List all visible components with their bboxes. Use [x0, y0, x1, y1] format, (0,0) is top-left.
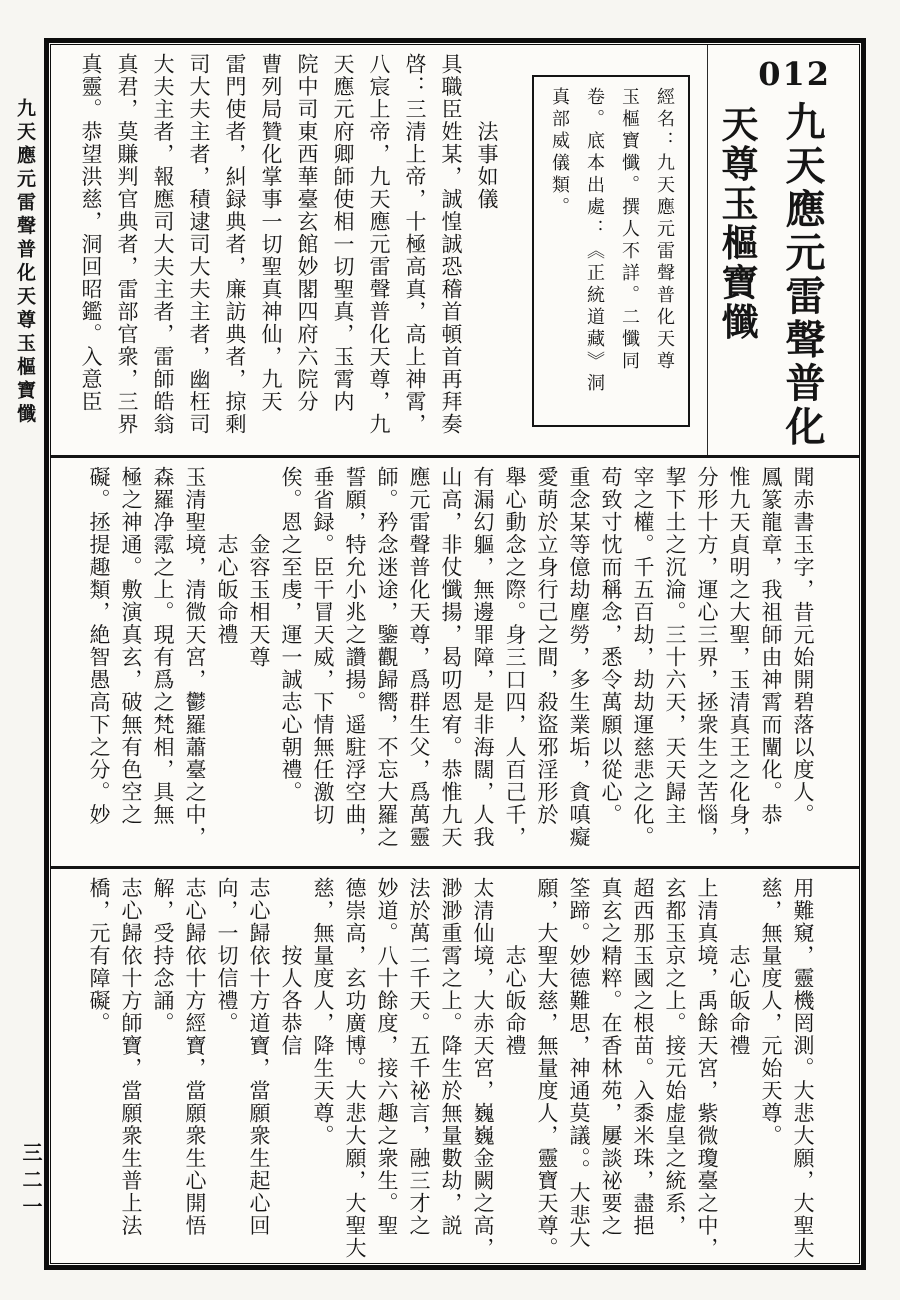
- text-column: 渺渺重霄之上。降生於無量數劫，説: [439, 876, 463, 1237]
- text-column: 苟致寸忱而稱念，悉令萬願以從心。: [599, 466, 623, 827]
- text-column: 分形十方，運心三界，拯衆生之苦惱，: [695, 466, 719, 849]
- text-column: 誓願，特允小兆之讚揚。遥駐浮空曲，: [343, 466, 367, 849]
- text-column: 金容玉相天尊: [247, 466, 271, 669]
- text-column: 志心歸依十方師寶，當願衆生普上法: [119, 876, 143, 1237]
- text-column: 有漏幻軀，無邊罪障，是非海闊，人我: [471, 466, 495, 849]
- text-column: 重念某等億劫塵勞，多生業垢，貪嗔癡: [567, 466, 591, 849]
- page-border-inner-rule: [50, 44, 860, 1264]
- text-column: 鳳篆龍章，我祖師由神霄而闡化。恭: [759, 466, 783, 827]
- text-column: 筌蹄。妙德難思，神通莫議。。大悲大: [567, 876, 591, 1249]
- text-column: 法事如儀: [475, 53, 499, 211]
- text-column: 太清仙境，大赤天宮，巍巍金闕之高，: [471, 876, 495, 1259]
- text-column: 玉清聖境，清微天宮，鬱羅蕭臺之中，: [183, 466, 207, 849]
- text-column: 應元雷聲普化天尊，爲群生父，爲萬靈: [407, 466, 431, 849]
- text-column: 卷。底本出處：《正統道藏》洞: [584, 87, 605, 395]
- text-column: 解，受持念誦。: [151, 876, 175, 1034]
- bottom-register-text: [51, 869, 859, 1264]
- text-column: 按人各恭信: [279, 876, 303, 1057]
- text-column: 德崇高，玄功廣博。大悲大願，大聖大: [343, 876, 367, 1259]
- text-column: 志心歸依十方道寶，當願衆生起心回: [247, 876, 271, 1237]
- ritual-opening-text: [67, 53, 505, 449]
- text-column: 惟九天貞明之大聖，玉清真王之化身，: [727, 466, 751, 849]
- text-column: 俟。恩之至虔，運一誠志心朝禮。: [279, 466, 303, 804]
- text-column: 山高，非仗懺揚，曷叨恩宥。恭惟九天: [439, 466, 463, 849]
- text-column: 志心皈命禮: [215, 466, 239, 647]
- text-column: 宰之權。千五百劫，劫劫運慈悲之化。: [631, 466, 655, 849]
- scripture-title-line-1: 九天應元雷聲普化: [779, 101, 826, 449]
- text-column: 極之神通。敷演真玄，破無有色空之: [119, 466, 143, 827]
- text-column: 法於萬二千天。五千祕言，融三才之: [407, 876, 431, 1237]
- text-column: 上清真境，禹餘天宮，紫微瓊臺之中，: [695, 876, 719, 1259]
- text-column: 挈下土之沉淪。三十六天，天天歸主: [663, 466, 687, 827]
- text-column: 經名：九天應元雷聲普化天尊: [654, 87, 675, 373]
- text-column: 師。矜念迷途，鑒觀歸嚮，不忘大羅之: [375, 466, 399, 849]
- text-column: 礙。拯提趣類，絶智愚高下之分。妙: [87, 466, 111, 827]
- text-column: 志心歸依十方經寶，當願衆生心開悟: [183, 876, 207, 1237]
- margin-running-title: 九天應元雷聲普化天尊玉樞寶懺: [14, 98, 36, 427]
- text-column: 志心皈命禮: [727, 876, 751, 1057]
- text-column: 舉心動念之際。身三口四，人百己千，: [503, 466, 527, 849]
- text-column: 真部威儀類。: [549, 87, 570, 219]
- text-column: 雷門使者，糾録典者，廉訪典者，掠剩: [223, 53, 247, 436]
- page-border-frame: [44, 38, 866, 1270]
- text-column: 慈，無量度人，元始天尊。: [759, 876, 783, 1147]
- text-column: 啓：三清上帝，十極高真，高上神霄，: [403, 53, 427, 436]
- text-column: 院中司東西華臺玄館妙閣四府六院分: [295, 53, 319, 413]
- text-column: 真君，莫賺判官典者，雷部官衆，三界: [115, 53, 139, 436]
- text-column: 垂省録。臣干冒天威，下情無任激切: [311, 466, 335, 827]
- text-column: 玉樞寶懺。撰人不詳。二懺同: [619, 87, 640, 373]
- text-column: 天應元府卿師使相一切聖真，玉霄内: [331, 53, 355, 413]
- text-column: 曹列局贊化掌事一切聖真神仙，九天: [259, 53, 283, 413]
- margin-page-number: 三二一: [19, 1142, 43, 1223]
- text-column: 八宸上帝，九天應元雷聲普化天尊，九: [367, 53, 391, 436]
- text-column: 玄都玉京之上。接元始虚皇之統系，: [663, 876, 687, 1237]
- scripture-abstract-box: [532, 75, 690, 427]
- scripture-title: [705, 101, 835, 451]
- text-column: 司大夫主者，積逮司大夫主者，幽枉司: [187, 53, 211, 436]
- text-column: 慈，無量度人，降生天尊。: [311, 876, 335, 1147]
- text-column: 愛萌於立身行己之間，殺盜邪淫形於: [535, 466, 559, 827]
- text-column: 用難窺，靈機罔測。大悲大願，大聖大: [791, 876, 815, 1259]
- text-column: 具職臣姓某，誠惶誠恐稽首頓首再拜奏: [439, 53, 463, 436]
- scripture-title-line-2: 天尊玉樞寶懺: [715, 105, 759, 342]
- text-column: 大夫主者，報應司大夫主者，雷師皓翁: [151, 53, 175, 436]
- text-column: 向，一切信禮。: [215, 876, 239, 1034]
- text-column: 真靈。恭望洪慈，洞回昭鑑。入意臣: [79, 53, 103, 413]
- text-column: 願，大聖大慈，無量度人，靈寶天尊。: [535, 876, 559, 1259]
- middle-register-text: [51, 458, 859, 868]
- text-column: 超西那玉國之根苗。入黍米珠，盡挹: [631, 876, 655, 1237]
- folio-number: 012: [758, 55, 831, 93]
- text-column: 妙道。八十餘度，接六趣之衆生。聖: [375, 876, 399, 1237]
- text-column: 森羅净霐之上。現有爲之梵相，具無: [151, 466, 175, 827]
- top-register: [51, 45, 859, 458]
- text-column: 真玄之精粹。在香林苑，屢談祕要之: [599, 876, 623, 1237]
- text-column: 橋，元有障礙。: [87, 876, 111, 1034]
- text-column: 聞赤書玉字，昔元始開碧落以度人。: [791, 466, 815, 827]
- text-column: 志心皈命禮: [503, 876, 527, 1057]
